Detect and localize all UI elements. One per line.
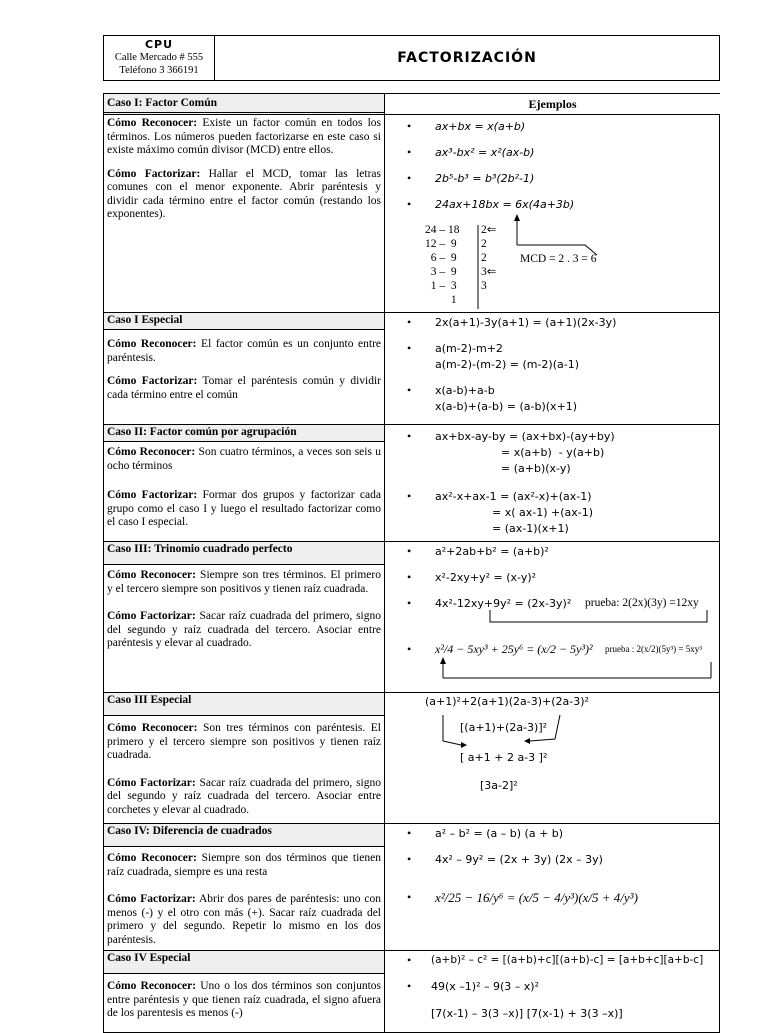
factorization-table [103,93,720,1033]
caso2-text: Cómo Reconocer: Son cuatro términos, a veces son seis u ocho términos Cómo Factorizar: Formar dos grupos y factorizar cada grupo como el caso I y luego el resultado factorizar como el caso I especial. [107,446,382,528]
col-header-examples: Ejemplos [385,94,720,114]
caso1e-examples: • 2x(a+1)-3y(a+1) = (a+1)(2x-3y) • a(m-2)-m+2 a(m-2)-(m-2) = (m-2)(a-1) • x(a-b)+a-b x(a-b)+(a-b) = (a-b)(x+1) [407,315,617,413]
caso1-ex1: ax+bx = x(a+b) [435,120,526,133]
caso4e-examples: • (a+b)² – c² = [(a+b)+c][(a+b)-c] = [a+b+c][a+b-c] • 49(x –1)² – 9(3 – x)² [7(x-1) – 3(3 –x)] [7(x-1) + 3(3 –x)] [407,953,704,1020]
caso1e-title: Caso I Especial [104,313,384,330]
caso3e-examples: (a+1)²+2(a+1)(2a-3)+(2a-3)² [(a+1)+(2a-3)]² [ a+1 + 2 a-3 ]² [3a-2]² [425,695,589,792]
caso3-examples: • a²+2ab+b² = (a+b)² • x²-2xy+y² = (x-y)² • 4x²-12xy+9y² = (2x-3y)² prueba: 2(2x)(3y) =12xy • x²/4 − 5xy³ + 25y⁶ = (x/2 − 5y³)² prueba : 2(x/2)(5y³) = 5xy³ [385,542,720,692]
caso4e-text: Cómo Reconocer: Uno o los dos términos son conjuntos entre paréntesis y que tienen raíz cuadrada, el signo afuera de los parentesis es menos (-) [107,980,382,1019]
caso1-title: Caso I: Factor Común [104,94,384,113]
caso3-text: Cómo Reconocer: Siempre son tres términos. El primero y el tercero siempre son positivos y tienen raíz cuadrada. Cómo Factorizar: Sacar raíz cuadrada del primero, signo del segundo y raíz cuadrada del tercero. Asociar entre paréntesis y elevar al cuadrado. [107,569,381,649]
caso1-ex4: 24ax+18bx = 6x(4a+3b) [435,198,575,211]
company-info [104,36,215,80]
caso1-ex2: ax³-bx² = x²(ax-b) [435,146,535,159]
page-title: FACTORIZACIÓN [397,50,537,66]
company-name: CPU [144,38,174,51]
caso4-examples: • a² – b² = (a – b) (a + b) • 4x² – 9y² = (2x + 3y) (2x – 3y) • x²/25 − 16/y⁶ = (x/5 − 4/y³)(x/5 + 4/y³) [407,826,638,905]
company-phone: Teléfono 3 366191 [119,65,199,76]
mcd-result: MCD = 2 . 3 = 6 [520,253,597,265]
page-header [103,35,720,81]
caso4-text: Cómo Reconocer: Siempre son dos términos que tienen raíz cuadrada, siempre es una resta Cómo Factorizar: Abrir dos pares de paréntesis: uno con menos (-) y el otro con más (+). Sacar raíz cuadrada del primero y del segundo. Repetir lo mismo en los dos paréntesis. [107,852,381,946]
caso4e-title: Caso IV Especial [104,951,384,974]
caso2-title: Caso II: Factor común por agrupación [104,425,384,442]
caso1e-text: Cómo Reconocer: El factor común es un conjunto entre paréntesis. Cómo Factorizar: Tomar el paréntesis común y dividir cada término entre el común [107,338,382,401]
caso1-examples: • ax+bx = x(a+b) • ax³-bx² = x²(ax-b) • 2b⁵-b³ = b³(2b²-1) • 24ax+18bx = 6x(4a+3b) 24 – 18 12 – 9 6 – 9 3 – 9 1 – 3 1 2⇐ 2 2 3⇐ 3 MCD = 2 . 3 = 6 [407,119,597,306]
caso4-title: Caso IV: Diferencia de cuadrados [104,824,384,847]
caso3-title: Caso III: Trinomio cuadrado perfecto [104,542,384,565]
caso2-examples: • ax+bx-ay-by = (ax+bx)-(ay+by) = x(a+b) - y(a+b) = (a+b)(x-y) • ax²-x+ax-1 = (ax²-x)+(ax-1) = x( ax-1) +(ax-1) = (ax-1)(x+1) [407,429,615,535]
company-address: Calle Mercado # 555 [114,52,204,63]
caso1-ex3: 2b⁵-b³ = b³(2b²-1) [435,172,535,185]
caso1-text: Cómo Reconocer: Existe un factor común en todos los términos. Los números pueden factorizarse en este caso si existe máximo común divisor (MCD) entre ellos. Cómo Factorizar: Hallar el MCD, tomar las letras comunes con el menor exponente. Abrir paréntesis y dividir cada término entre el factor común (restando los exponentes). [107,117,381,220]
caso3e-title: Caso III Especial [104,693,384,716]
caso3e-text: Cómo Reconocer: Son tres términos con paréntesis. El primero y el tercero siempre son positivos y tienen raíz cuadrada. Cómo Factorizar: Sacar raíz cuadrada del primero, signo del segundo y raíz cuadrada del tercero. Asociar entre corchetes y elevar al cuadrado. [107,722,382,816]
